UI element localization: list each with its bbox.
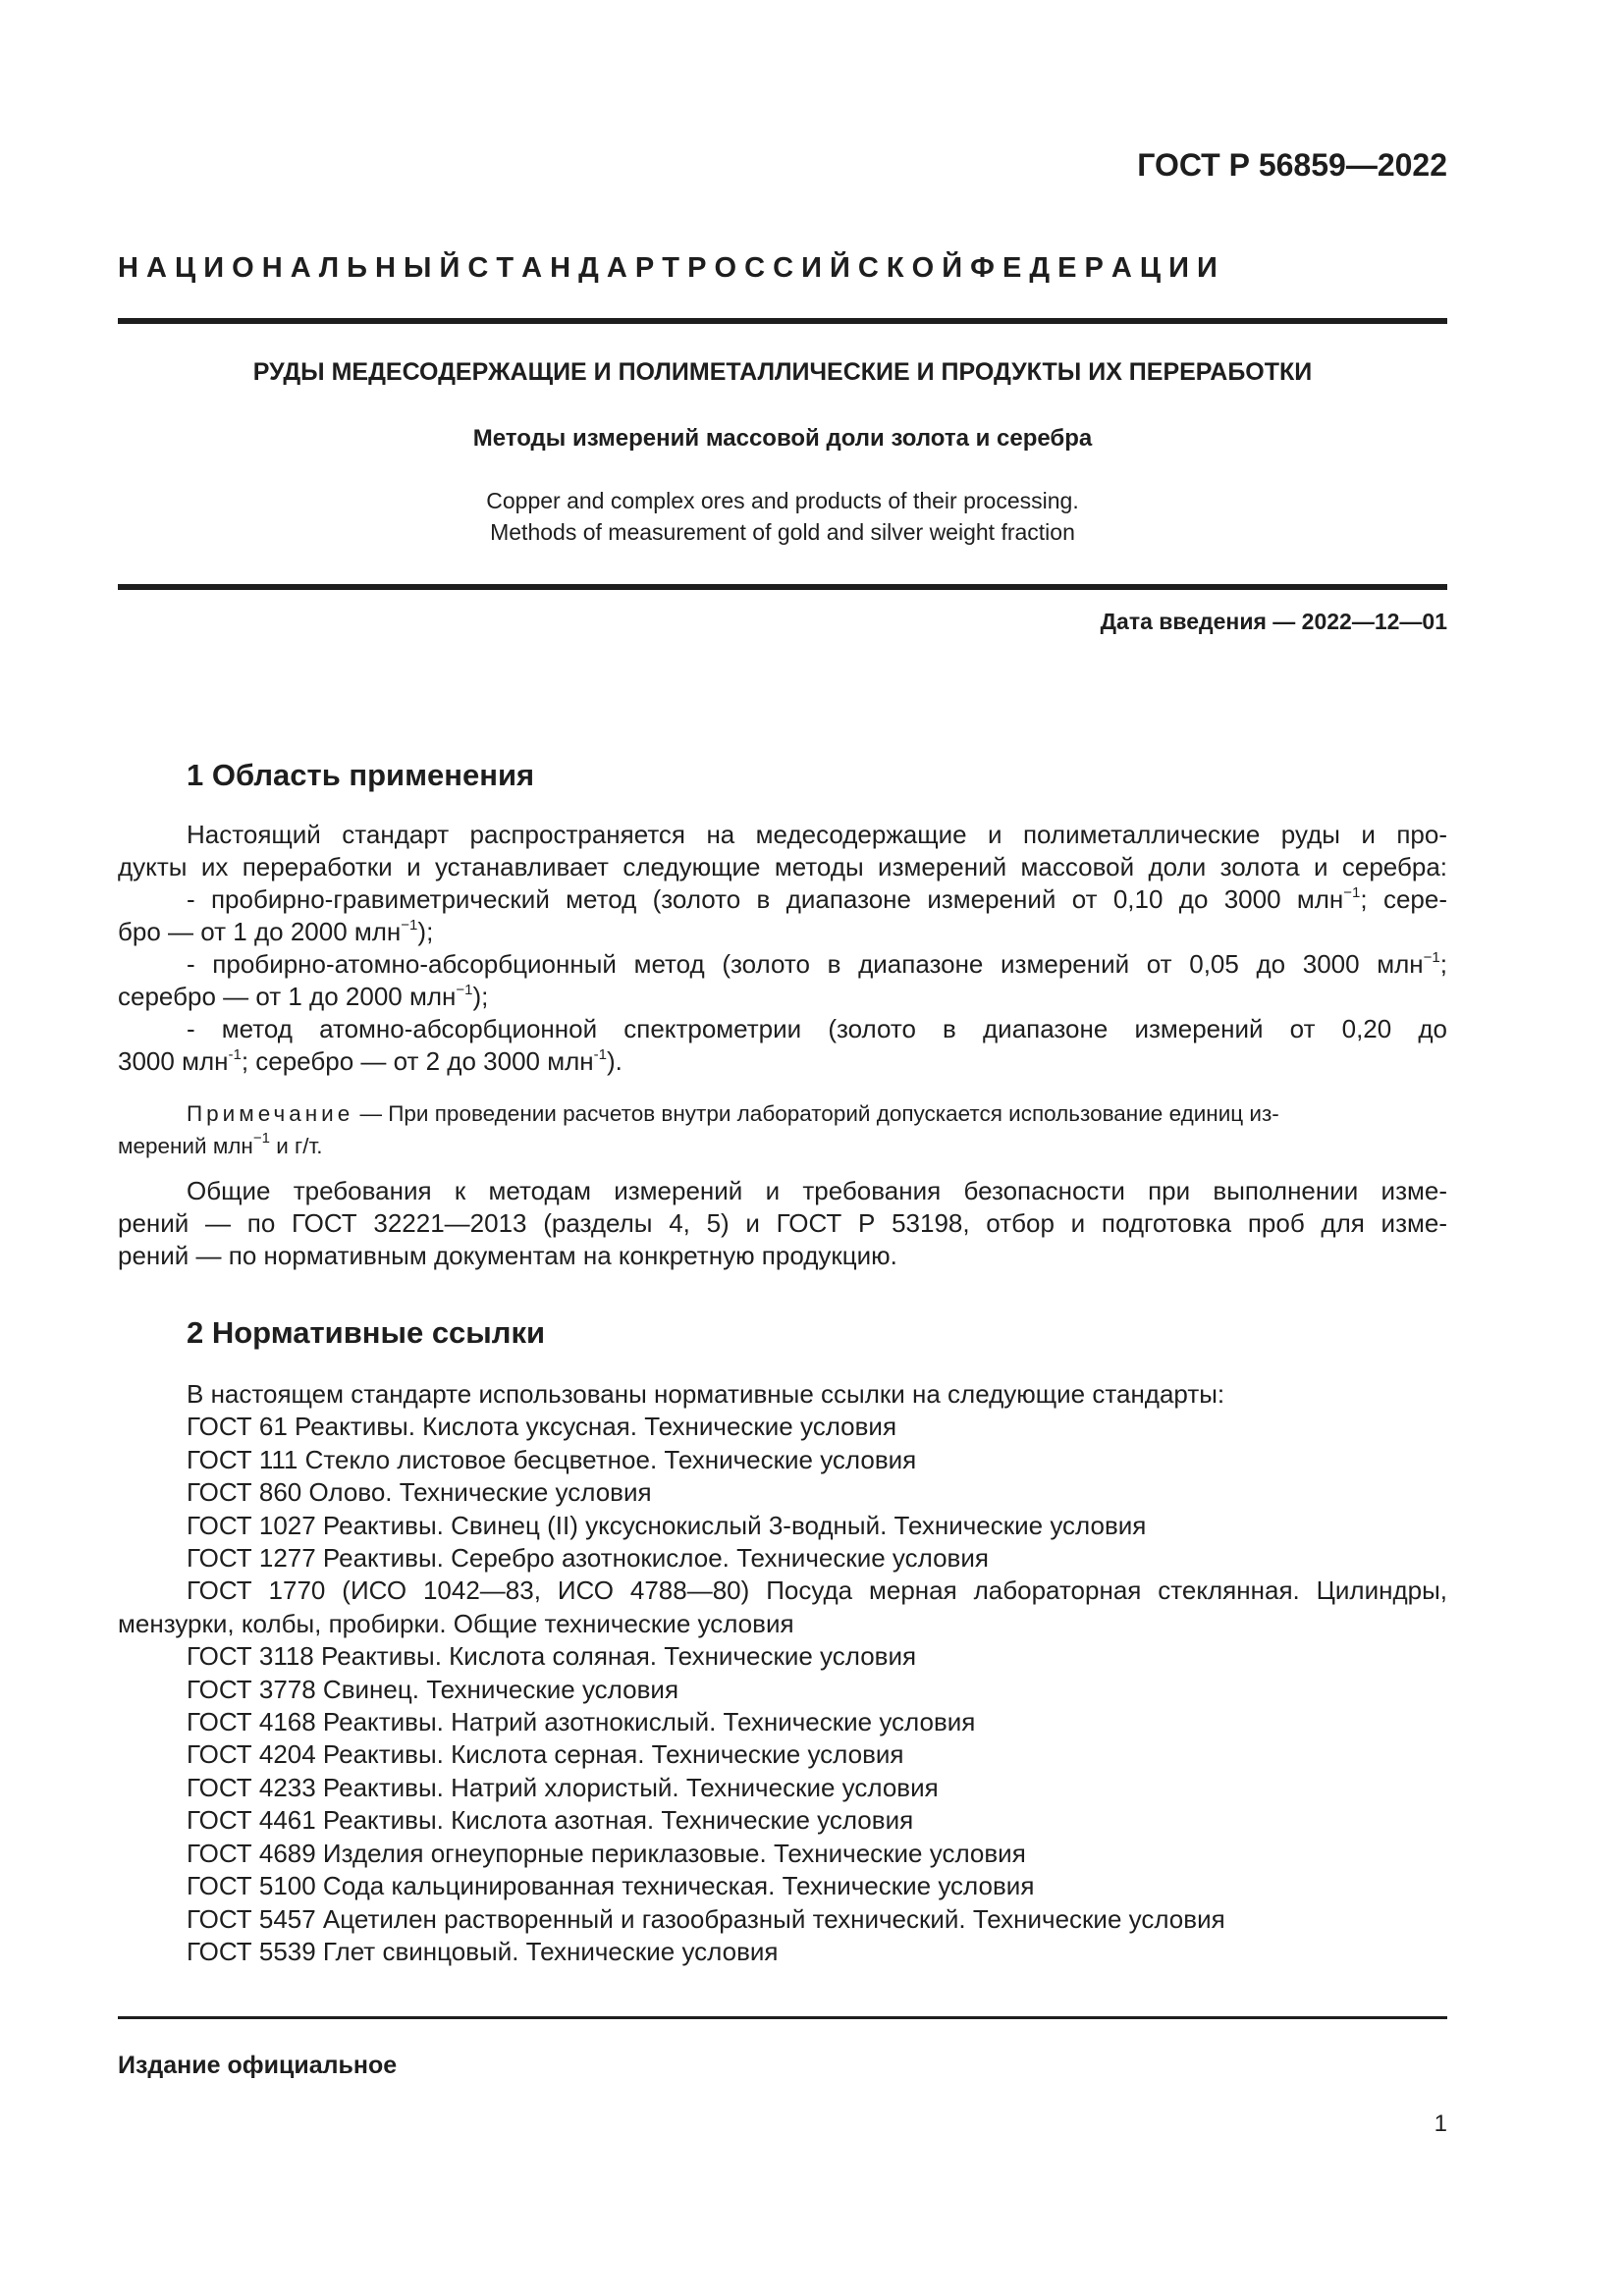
reference-item: ГОСТ 4461 Реактивы. Кислота азотная. Технические условия bbox=[187, 1805, 914, 1836]
general-requirements-paragraph bbox=[118, 1175, 1447, 1272]
document-title-en bbox=[118, 485, 1447, 548]
method-spectrometry-line-2: 3000 млн bbox=[118, 1046, 229, 1076]
section-1-title: 1 Область применения bbox=[187, 758, 535, 792]
method-spectrometry-line-2-end: ). bbox=[606, 1046, 623, 1076]
general-req-line-1: Общие требования к методам измерений и требования безопасности при выполнении изме- bbox=[187, 1176, 1447, 1205]
superscript: -1 bbox=[593, 1046, 607, 1063]
note-text-line-2-end: и г/т. bbox=[269, 1134, 323, 1158]
method-spectrometry-line-1: - метод атомно-абсорбционной спектрометрии (золото в диапазоне измерений от 0,20 до bbox=[187, 1014, 1447, 1043]
reference-item: ГОСТ 61 Реактивы. Кислота уксусная. Технические условия bbox=[187, 1412, 897, 1442]
normative-references-list bbox=[118, 1378, 1447, 1968]
method-atomic-absorption-assay-line-1-end: ; bbox=[1439, 949, 1447, 979]
method-gravimetric-line-1-end: ; сере- bbox=[1360, 884, 1447, 914]
footer-rule bbox=[118, 2016, 1447, 2019]
document-title-ru: РУДЫ МЕДЕСОДЕРЖАЩИЕ И ПОЛИМЕТАЛЛИЧЕСКИЕ И ПРОДУКТЫ ИХ ПЕРЕРАБОТКИ bbox=[252, 358, 1313, 386]
reference-item: ГОСТ 5100 Сода кальцинированная техническая. Технические условия bbox=[187, 1871, 1035, 1901]
introduction-date: Дата введения — 2022—12—01 bbox=[1100, 609, 1447, 634]
superscript: −1 bbox=[456, 982, 473, 998]
header-rule-bottom bbox=[118, 584, 1447, 590]
reference-item: ГОСТ 3778 Свинец. Технические условия bbox=[187, 1674, 679, 1704]
method-atomic-absorption-assay-line-1: - пробирно-атомно-абсорбционный метод (золото в диапазоне измерений от 0,05 до 3000 млн bbox=[187, 949, 1424, 979]
general-req-line-2: рений — по ГОСТ 32221—2013 (разделы 4, 5) и ГОСТ Р 53198, отбор и подготовка проб для изме- bbox=[118, 1208, 1447, 1238]
title-en-line-1: Copper and complex ores and products of their processing. bbox=[486, 488, 1079, 513]
note-text-line-1: — При проведении расчетов внутри лабораторий допускается использование единиц из- bbox=[353, 1101, 1279, 1126]
section-1-body bbox=[118, 819, 1447, 1078]
document-subtitle-ru: Методы измерений массовой доли золота и серебра bbox=[472, 425, 1093, 452]
reference-item: ГОСТ 4204 Реактивы. Кислота серная. Технические условия bbox=[187, 1739, 904, 1770]
document-code: ГОСТ Р 56859—2022 bbox=[1137, 147, 1447, 183]
superscript: -1 bbox=[228, 1046, 242, 1063]
reference-item: ГОСТ 4168 Реактивы. Натрий азотнокислый. Технические условия bbox=[187, 1707, 976, 1737]
title-en-line-2: Methods of measurement of gold and silver weight fraction bbox=[490, 519, 1075, 545]
section-2-title: 2 Нормативные ссылки bbox=[187, 1315, 546, 1350]
scope-note bbox=[118, 1097, 1447, 1162]
method-gravimetric-line-2: бро — от 1 до 2000 млн bbox=[118, 917, 402, 946]
scope-paragraph-line-2: дукты их переработки и устанавливает следующие методы измерений массовой доли золота и серебра: bbox=[118, 852, 1447, 881]
reference-item: ГОСТ 5457 Ацетилен растворенный и газообразный технический. Технические условия bbox=[187, 1903, 1225, 1934]
references-intro: В настоящем стандарте использованы нормативные ссылки на следующие стандарты: bbox=[187, 1379, 1225, 1409]
reference-item: ГОСТ 1027 Реактивы. Свинец (II) уксуснокислый 3-водный. Технические условия bbox=[187, 1510, 1147, 1540]
reference-item: ГОСТ 860 Олово. Технические условия bbox=[187, 1477, 652, 1508]
page-number: 1 bbox=[1434, 2110, 1447, 2137]
general-req-line-3: рений — по нормативным документам на конкретную продукцию. bbox=[118, 1241, 897, 1270]
reference-item: ГОСТ 5539 Глет свинцовый. Технические условия bbox=[187, 1936, 779, 1966]
method-atomic-absorption-assay-line-2-end: ); bbox=[472, 982, 489, 1011]
method-spectrometry-line-2-mid: ; серебро — от 2 до 3000 млн bbox=[241, 1046, 594, 1076]
reference-item: ГОСТ 1277 Реактивы. Серебро азотнокислое. Технические условия bbox=[187, 1543, 989, 1574]
official-edition-label: Издание официальное bbox=[118, 2052, 398, 2079]
reference-item: ГОСТ 4233 Реактивы. Натрий хлористый. Технические условия bbox=[187, 1772, 939, 1802]
superscript: −1 bbox=[252, 1130, 270, 1147]
method-gravimetric-line-1: - пробирно-гравиметрический метод (золото в диапазоне измерений от 0,10 до 3000 млн bbox=[187, 884, 1344, 914]
reference-item: ГОСТ 111 Стекло листовое бесцветное. Технические условия bbox=[187, 1444, 917, 1474]
superscript: −1 bbox=[1423, 949, 1440, 966]
note-text-line-2: мерений млн bbox=[118, 1134, 253, 1158]
header-rule-top bbox=[118, 318, 1447, 324]
national-standard-banner: Н А Ц И О Н А Л Ь Н Ы Й С Т А Н Д А Р Т Р О С С И Й С К О Й Ф Е Д Е Р А Ц И И bbox=[118, 252, 1218, 284]
method-gravimetric-line-2-end: ); bbox=[417, 917, 434, 946]
reference-item: ГОСТ 1770 (ИСО 1042—83, ИСО 4788—80) Посуда мерная лабораторная стеклянная. Цилиндры, bbox=[187, 1575, 1447, 1606]
note-label: Примечание bbox=[187, 1101, 354, 1126]
scope-paragraph-line-1: Настоящий стандарт распространяется на медесодержащие и полиметаллические руды и про- bbox=[187, 820, 1447, 849]
reference-item-continuation: мензурки, колбы, пробирки. Общие технические условия bbox=[118, 1608, 794, 1638]
method-atomic-absorption-assay-line-2: серебро — от 1 до 2000 млн bbox=[118, 982, 457, 1011]
reference-item: ГОСТ 4689 Изделия огнеупорные периклазовые. Технические условия bbox=[187, 1838, 1026, 1868]
superscript: −1 bbox=[1343, 884, 1361, 901]
reference-item: ГОСТ 3118 Реактивы. Кислота соляная. Технические условия bbox=[187, 1641, 917, 1672]
superscript: −1 bbox=[401, 917, 418, 934]
